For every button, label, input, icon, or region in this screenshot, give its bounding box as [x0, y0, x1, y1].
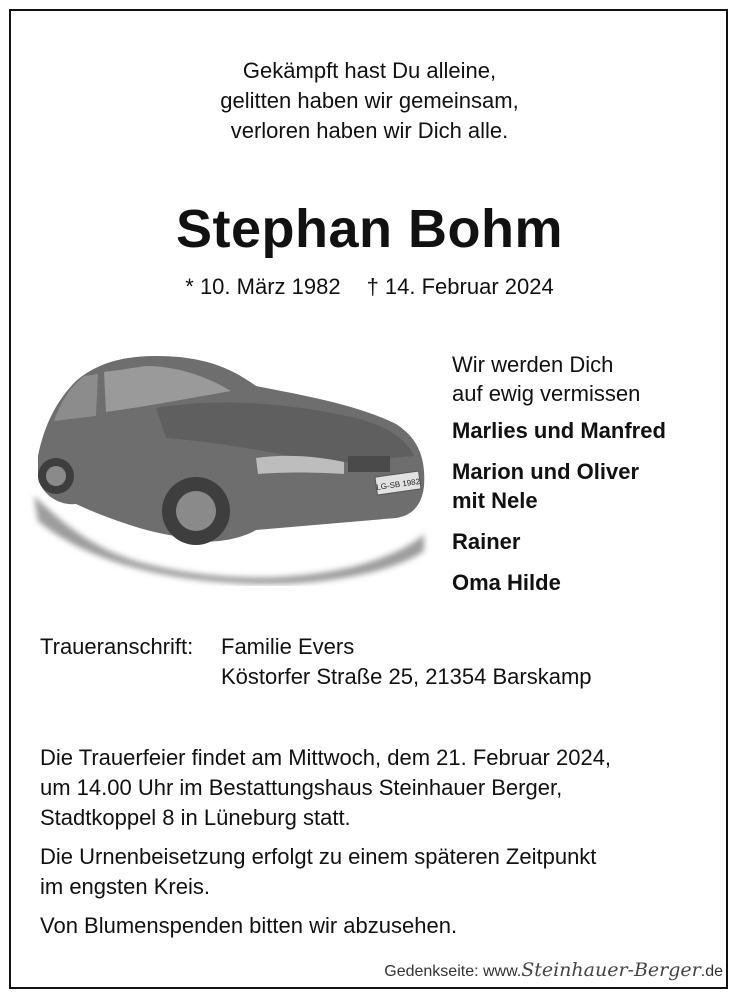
- car-wheel-front-rim: [176, 491, 216, 531]
- mourner-family: [452, 457, 722, 515]
- mourner-family: [452, 416, 722, 445]
- car-wheel-rear-rim: [46, 466, 66, 486]
- info-paragraph: [40, 842, 720, 902]
- info-line: im engsten Kreis.: [40, 874, 210, 899]
- poem-line: gelitten haben wir gemeinsam,: [220, 88, 519, 113]
- farewell-message: [452, 350, 722, 408]
- poem-line: verloren haben wir Dich alle.: [230, 118, 509, 143]
- message-line: auf ewig vermissen: [452, 381, 641, 406]
- poem-line: Gekämpft hast Du alleine,: [242, 58, 497, 83]
- car-photo: [26, 346, 430, 586]
- life-dates: [0, 272, 739, 302]
- info-line: Stadtkoppel 8 in Lüneburg statt.: [40, 805, 351, 830]
- address-row: [40, 662, 720, 692]
- mourner-line: Oma Hilde: [452, 570, 561, 595]
- car-grille: [348, 456, 390, 472]
- info-paragraph: Von Blumenspenden bitten wir abzusehen.: [40, 913, 458, 938]
- info-line: Die Trauerfeier findet am Mittwoch, dem 21. Februar 2024,: [40, 745, 612, 770]
- info-paragraph: [40, 743, 720, 833]
- birth-date: * 10. März 1982: [185, 274, 341, 299]
- mourner-line: Marlies und Manfred: [452, 418, 666, 443]
- address-label: Traueranschrift:: [40, 634, 194, 659]
- footer-prefix: Gedenkseite: www.: [384, 963, 522, 980]
- address-line: Familie Evers: [221, 634, 355, 659]
- info-line: um 14.00 Uhr im Bestattungshaus Steinhauer Berger,: [40, 775, 563, 800]
- mourner-line: Marion und Oliver: [452, 459, 640, 484]
- message-line: Wir werden Dich: [452, 352, 614, 377]
- poem: [0, 56, 739, 146]
- deceased-name: Stephan Bohm: [175, 199, 563, 259]
- mourners-block: [452, 350, 722, 609]
- mourner-family: [452, 568, 722, 597]
- footer-suffix: .de: [700, 963, 723, 980]
- info-line: Die Urnenbeisetzung erfolgt zu einem späteren Zeitpunkt: [40, 844, 597, 869]
- mourner-line: Rainer: [452, 529, 521, 554]
- memorial-page-link[interactable]: [384, 957, 723, 985]
- address-row: [40, 632, 720, 662]
- mourner-family: [452, 527, 722, 556]
- funeral-home-logo: Steinhauer-Berger: [521, 959, 701, 981]
- ceremony-info: [40, 743, 720, 950]
- license-plate-text: LG-SB 1982: [375, 476, 421, 493]
- death-date: † 14. Februar 2024: [366, 274, 554, 299]
- mourning-address: [40, 632, 720, 692]
- address-line: Köstorfer Straße 25, 21354 Barskamp: [221, 664, 592, 689]
- mourner-line: mit Nele: [452, 488, 538, 513]
